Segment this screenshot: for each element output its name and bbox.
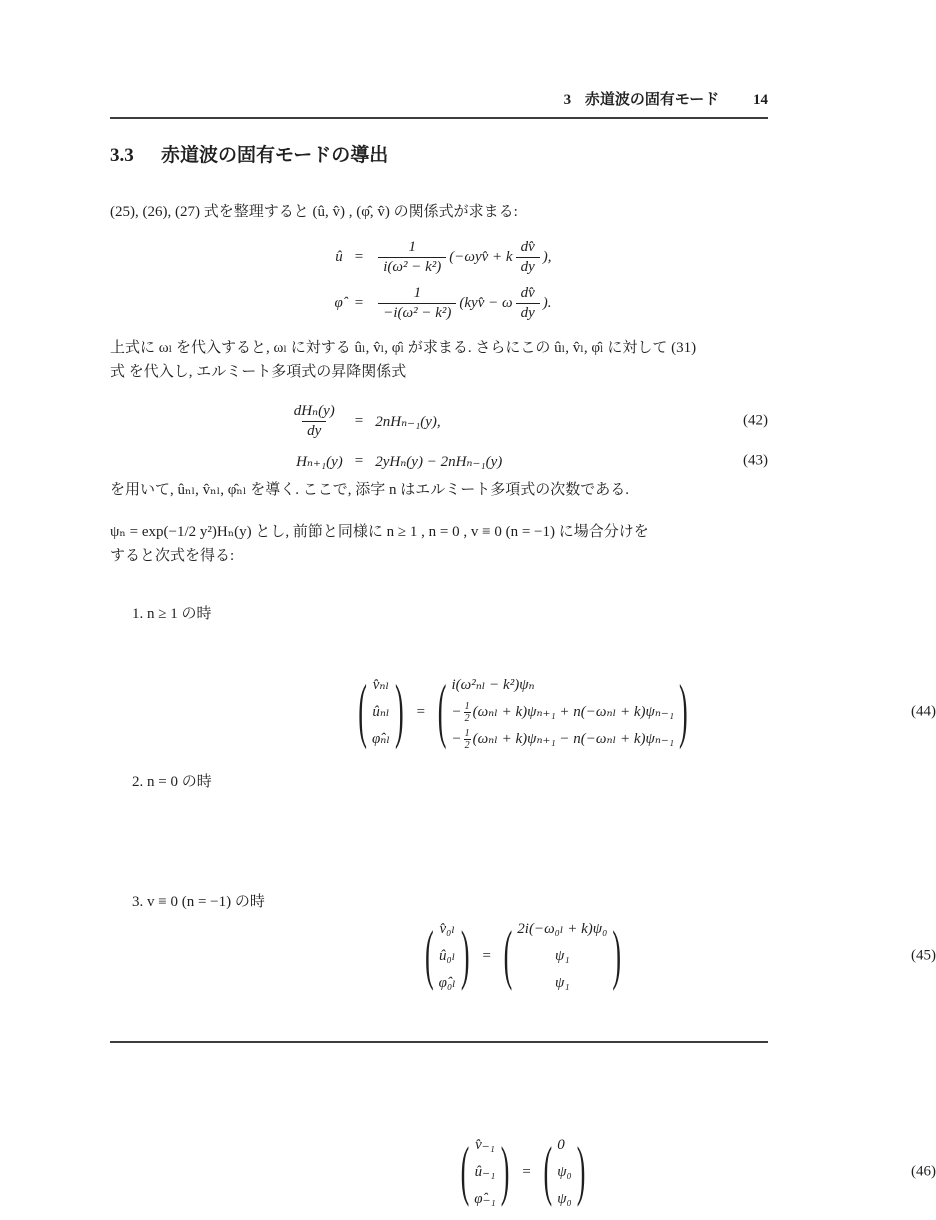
one-half-fraction <box>464 728 471 751</box>
list-item-2: 2. n = 0 の時 <box>132 774 212 790</box>
equation-43 <box>110 446 768 476</box>
equation-phihat-row <box>110 280 768 326</box>
left-paren: ( <box>460 1133 470 1208</box>
eq-uhat-mid: (−ωyv̂ + k <box>449 248 513 265</box>
equals-sign: = <box>415 703 426 720</box>
header-page-number: 14 <box>753 92 768 108</box>
equals-sign: = <box>521 1163 532 1180</box>
eq42-rhs: 2nHₙ₋₁(y), <box>375 413 441 430</box>
equals-sign: = <box>481 947 492 964</box>
matrix-entry-text: (ωₙₗ + k)ψₙ₊₁ − n(−ωₙₗ + k)ψₙ₋₁ <box>472 730 675 747</box>
right-paren: ) <box>612 917 621 992</box>
equation-46 <box>110 1124 936 1220</box>
matrix-entry <box>451 726 674 753</box>
matrix-lhs-column <box>469 1132 500 1213</box>
fraction-numerator: dv̂ <box>520 238 535 255</box>
eq-uhat-lhs: û <box>335 248 343 265</box>
paragraph-substitution <box>110 336 768 384</box>
matrix-entry: û₋₁ <box>474 1163 496 1180</box>
left-paren: ( <box>424 917 434 992</box>
matrix-rhs-column <box>446 672 679 753</box>
right-paren: ) <box>500 1133 510 1208</box>
matrix-entry: v̂₋₁ <box>475 1136 495 1153</box>
derivative-fraction <box>516 284 540 323</box>
matrix-entry: φ̂ₙₗ <box>371 730 390 747</box>
fraction-numerator: dHₙ(y) <box>293 402 335 419</box>
fraction-denominator: 2 <box>464 739 470 751</box>
paragraph-intro: (25), (26), (27) 式を整理すると (û, v̂) , (φ̂, v̂) の関係式が求まる: <box>110 204 518 220</box>
paragraph-line: すると次式を得る: <box>110 548 235 564</box>
eq-phihat-lhs: φ̂ <box>334 294 343 311</box>
eq43-lhs: Hₙ₊₁(y) <box>296 453 343 470</box>
fraction <box>378 284 456 323</box>
equation-42-43 <box>110 396 768 476</box>
matrix-entry <box>451 699 674 726</box>
section-heading <box>110 140 768 167</box>
matrix-entry: 0 <box>557 1136 565 1153</box>
one-half-fraction <box>464 701 471 724</box>
equals-sign: = <box>354 412 364 429</box>
fraction-denominator: i(ω² − k²) <box>378 257 446 277</box>
page-header <box>110 88 768 119</box>
minus-sign: − <box>451 703 462 720</box>
right-paren: ) <box>394 670 404 751</box>
fraction-numerator: 1 <box>464 700 470 712</box>
right-paren: ) <box>460 917 470 992</box>
paragraph-derive: を用いて, ûₙₗ, v̂ₙₗ, φ̂ₙₗ を導く. ここで, 添字 n はエルミート多項式の次数である. <box>110 482 630 498</box>
paragraph-line: ψₙ = exp(−1/2 y²)Hₙ(y) とし, 前節と同様に n ≥ 1 , n = 0 , v ≡ 0 (n = −1) に場合分けを <box>110 524 649 540</box>
matrix-lhs-column <box>434 916 461 997</box>
equation-45 <box>110 910 936 1002</box>
matrix-entry: v̂ₙₗ <box>372 676 390 693</box>
equation-number-43: (43) <box>743 452 768 469</box>
section-title: 赤道波の固有モードの導出 <box>161 145 389 166</box>
equals-sign: = <box>354 452 364 469</box>
matrix-entry: ψ₁ <box>555 974 570 991</box>
matrix-entry: i(ω²ₙₗ − k²)ψₙ <box>451 676 535 693</box>
right-paren: ) <box>679 670 688 751</box>
header-section-title: 赤道波の固有モード <box>584 91 720 108</box>
equation-42 <box>110 396 768 446</box>
hermite-derivative-fraction <box>289 402 340 441</box>
left-paren: ( <box>503 917 513 992</box>
equation-44 <box>110 656 936 768</box>
left-paren: ( <box>358 670 367 751</box>
right-paren: ) <box>576 1133 586 1208</box>
equation-number-44: (44) <box>911 703 936 720</box>
equation-uhat-phihat <box>110 234 768 326</box>
eq-uhat-close: ), <box>542 248 552 265</box>
fraction-denominator: −i(ω² − k²) <box>378 303 456 323</box>
equals-sign: = <box>354 248 364 265</box>
eq-phihat-close: ). <box>542 294 552 311</box>
matrix-equation-45 <box>425 916 621 997</box>
paragraph-psi-definition <box>110 520 768 568</box>
matrix-entry: ûₙₗ <box>372 703 390 720</box>
paragraph-line: 上式に ωₗ を代入すると, ωₗ に対する ûₗ, v̂ₗ, φ̂ₗ が求まる. さらにこの ûₗ, v̂ₗ, φ̂ₗ に対して (31) <box>110 340 697 356</box>
equals-sign: = <box>354 294 364 311</box>
matrix-entry: ψ₁ <box>555 947 570 964</box>
list-item-3: 3. v ≡ 0 (n = −1) の時 <box>132 894 265 910</box>
header-section-number: 3 <box>563 92 572 108</box>
matrix-entry-text: (ωₙₗ + k)ψₙ₊₁ + n(−ωₙₗ + k)ψₙ₋₁ <box>472 703 675 720</box>
matrix-entry: ψ₀ <box>557 1190 572 1207</box>
fraction-denominator: 2 <box>464 712 470 724</box>
fraction-numerator: dv̂ <box>520 284 535 301</box>
matrix-entry: û₀ₗ <box>439 947 456 964</box>
fraction <box>378 238 446 277</box>
equation-number-46: (46) <box>911 1163 936 1180</box>
left-paren: ( <box>437 670 447 751</box>
matrix-equation-44 <box>358 672 687 753</box>
fraction-denominator: dy <box>516 257 540 277</box>
matrix-rhs-column <box>512 916 612 997</box>
fraction-denominator: dy <box>302 421 326 441</box>
paragraph-line: 式 を代入し, エルミート多項式の昇降関係式 <box>110 364 407 380</box>
left-paren: ( <box>543 1133 553 1208</box>
matrix-rhs-column <box>552 1132 577 1213</box>
matrix-entry: ψ₀ <box>557 1163 572 1180</box>
matrix-lhs-column <box>367 672 395 753</box>
matrix-entry: v̂₀ₗ <box>439 920 455 937</box>
minus-sign: − <box>451 730 462 747</box>
matrix-equation-46 <box>461 1132 586 1213</box>
fraction-denominator: dy <box>516 303 540 323</box>
matrix-entry: φ̂₀ₗ <box>438 974 456 991</box>
eq-phihat-mid: (kyv̂ − ω <box>459 294 513 311</box>
fraction-numerator: 1 <box>464 727 470 739</box>
list-item-1: 1. n ≥ 1 の時 <box>132 606 212 622</box>
section-number: 3.3 <box>110 145 134 166</box>
footer-rule <box>110 1041 768 1043</box>
fraction-numerator: 1 <box>408 238 416 255</box>
equation-uhat-row <box>110 234 768 280</box>
derivative-fraction <box>516 238 540 277</box>
matrix-entry: 2i(−ω₀ₗ + k)ψ₀ <box>517 920 608 937</box>
eq43-rhs: 2yHₙ(y) − 2nHₙ₋₁(y) <box>375 453 503 470</box>
fraction-numerator: 1 <box>413 284 422 301</box>
equation-number-45: (45) <box>911 947 936 964</box>
matrix-entry: φ̂₋₁ <box>474 1190 496 1207</box>
equation-number-42: (42) <box>743 412 768 429</box>
